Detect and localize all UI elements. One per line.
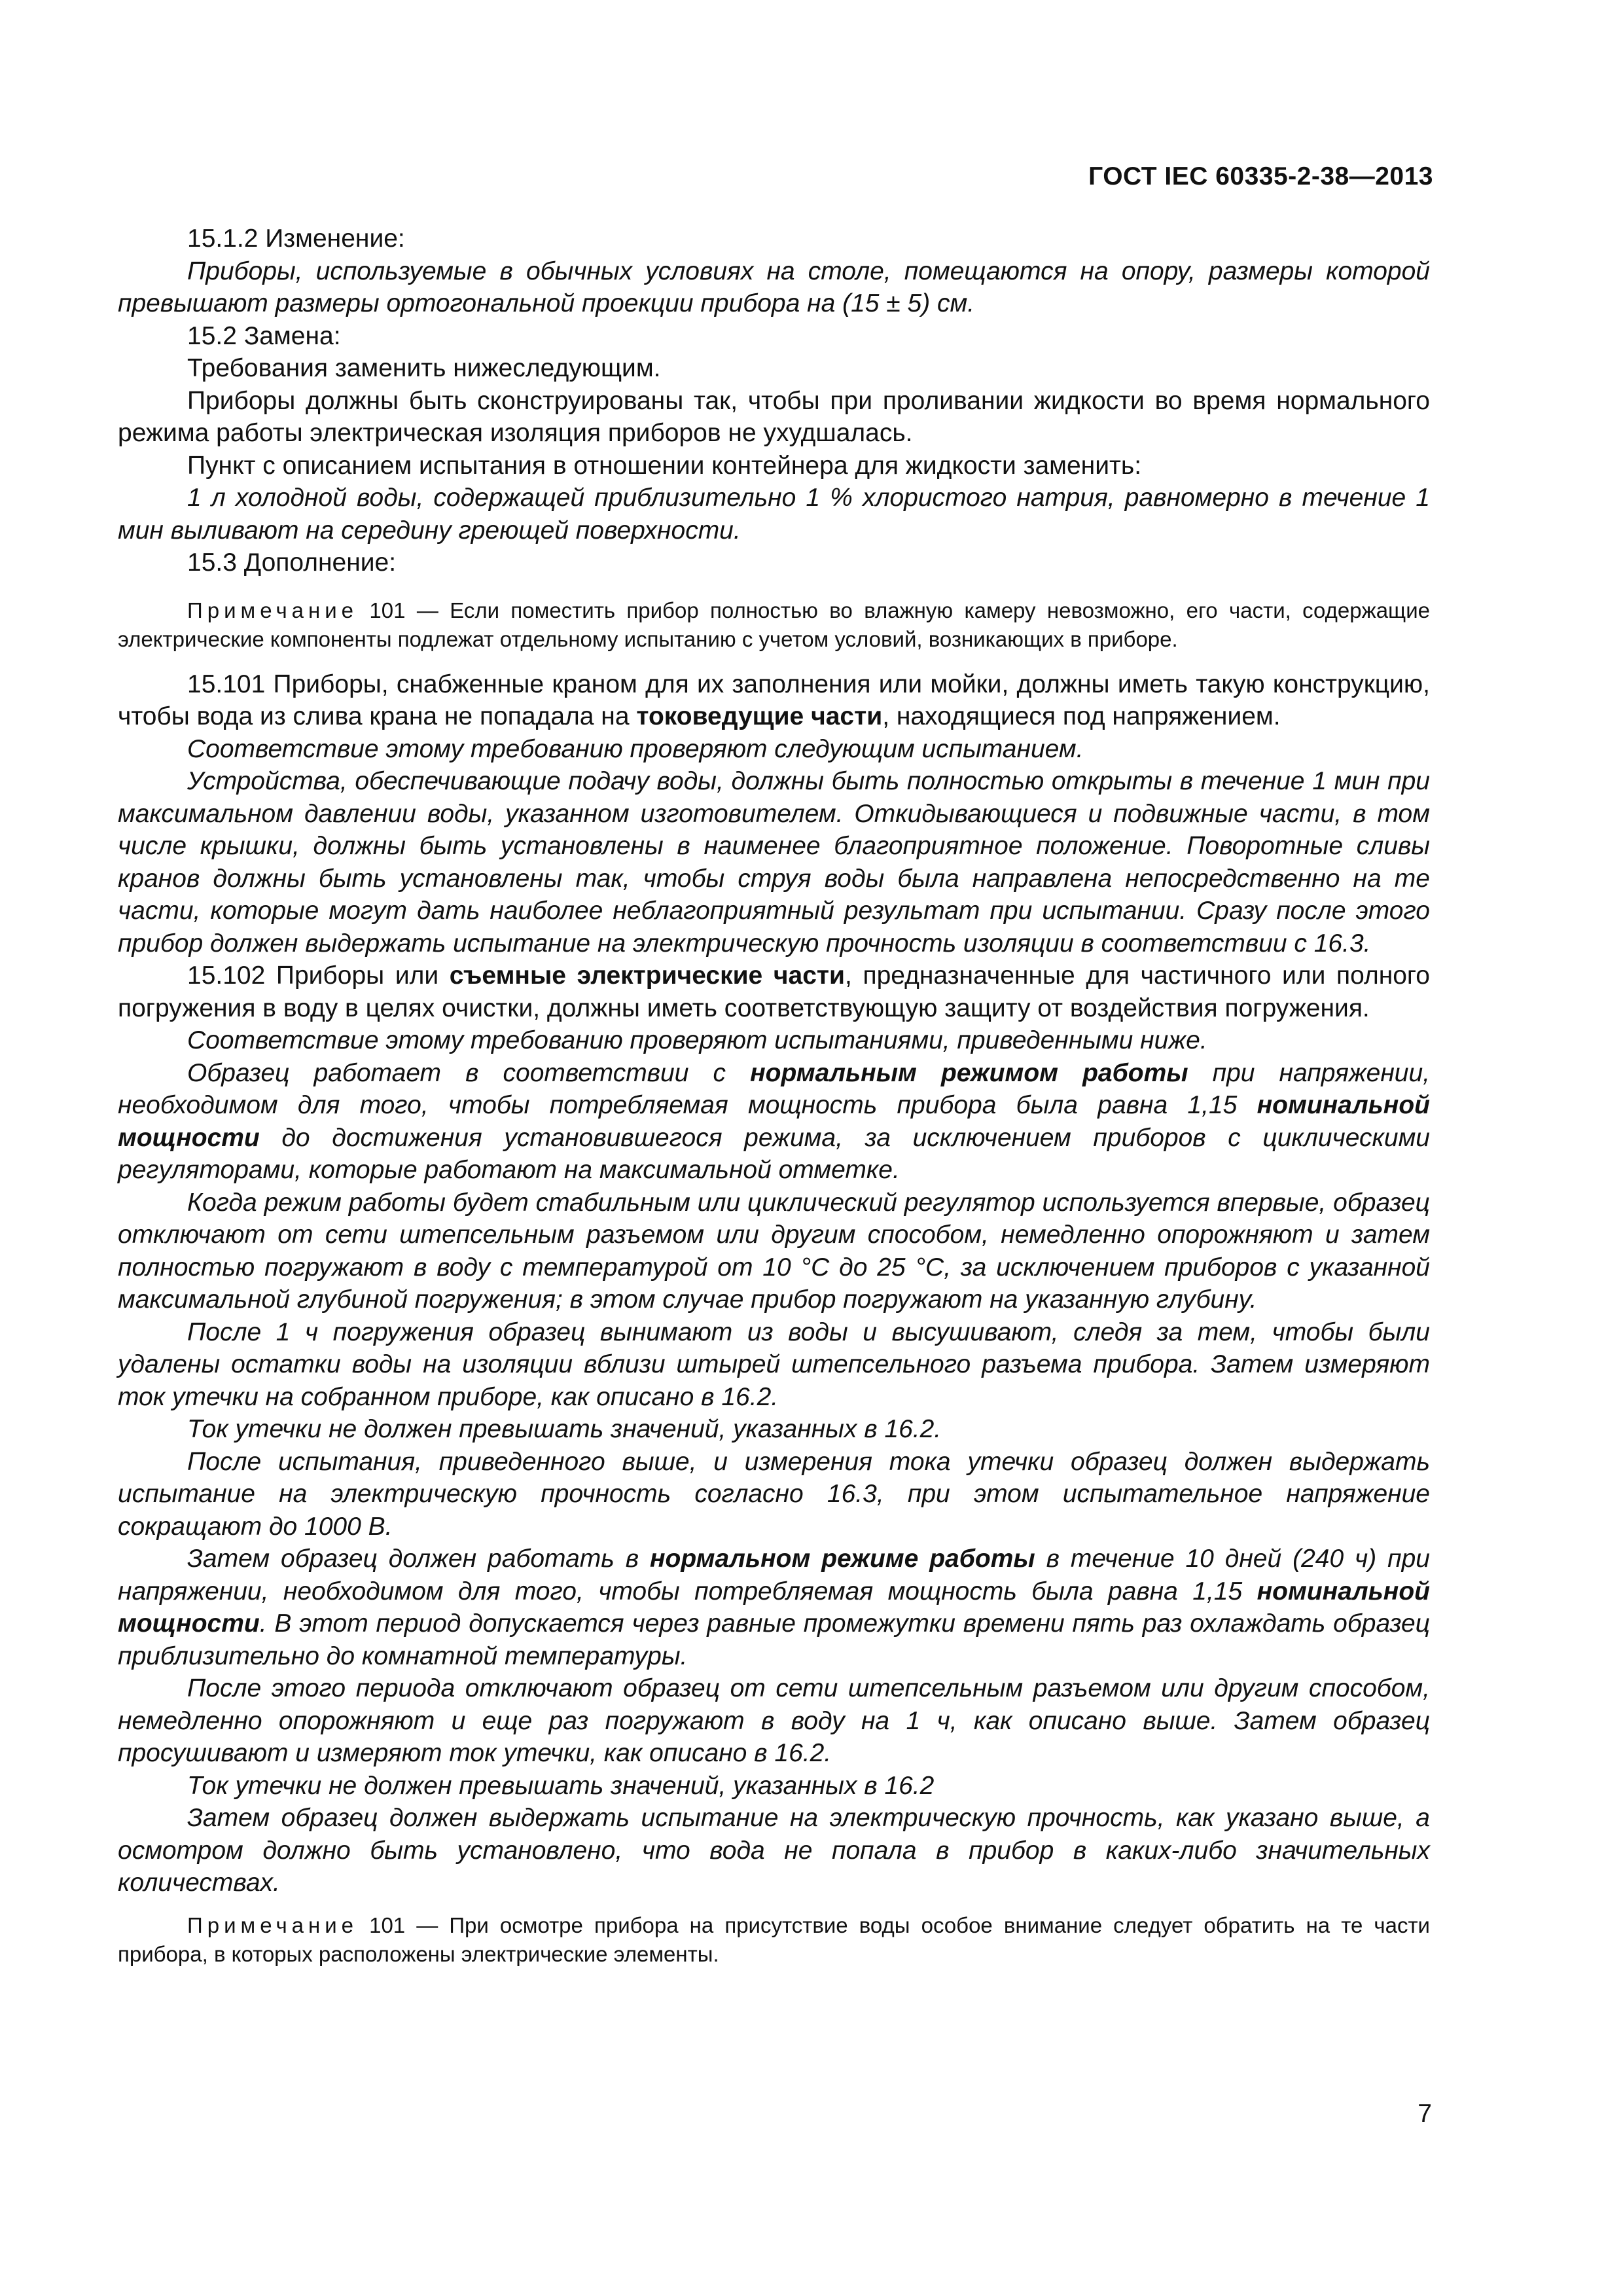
document-body (118, 223, 1430, 1969)
clause-15-2-test-text: 1 л холодной воды, содержащей приблизительно 1 % хлористого натрия, равномерно в течение 1 мин выливают на середину греющей поверхности. (118, 484, 1430, 545)
term-rated-power-2: номинальной мощности (118, 1577, 1430, 1638)
page-number: 7 (1418, 2100, 1432, 2128)
clause-15-2-requirement: Приборы должны быть сконструированы так, чтобы при проливании жидкости во время нормального режима работы электрическая изоляция приборов не ухудшалась. (118, 386, 1430, 447)
compliance-15-101: Соответствие этому требованию проверяют следующим испытанием. (187, 734, 1084, 763)
clause-15-2-intro: Требования заменить нижеследующим. (187, 354, 661, 382)
clause-15-102: 15.102 Приборы или съемные электрические части, предназначенные для частичного или полного погружения в воду в целях очистки, должны иметь соответствующую защиту от воздействия погружения. (118, 961, 1430, 1022)
clause-15-2-heading: 15.2 Замена: (187, 321, 341, 350)
clause-15-3-heading: 15.3 Дополнение: (187, 548, 397, 577)
term-normal-operation-2: нормальном режиме работы (649, 1545, 1035, 1573)
term-detachable-parts: съемные электрические части (449, 961, 845, 990)
test-15-102-leakage-limit-2: Ток утечки не должен превышать значений, указанных в 16.2 (187, 1771, 935, 1800)
test-15-101: Устройства, обеспечивающие подачу воды, должны быть полностью открыты в течение 1 мин при максимальном давлении воды, указанном изготовителем. Откидывающиеся и подвижные части, в том числе крышки, должны быть установлены в наименее благоприятное положение. Поворотные сливы кранов должны быть установлены так, чтобы струя воды была направлена непосредственно на те части, которые могут дать наиболее неблагоприятный результат при испытании. Сразу после этого прибор должен выдержать испытание на электрическую прочность изоляции в соответствии с 16.3. (118, 767, 1430, 958)
document-header: ГОСТ IEC 60335-2-38—2013 (1088, 162, 1433, 190)
clause-15-1-2-text: Приборы, используемые в обычных условиях на столе, помещаются на опору, размеры которой превышают размеры ортогональной проекции прибора на (15 ± 5) см. (118, 257, 1430, 317)
term-live-parts: токоведущие части (636, 702, 883, 730)
note-text: 101 — Если поместить прибор полностью во влажную камеру невозможно, его части, содержащие электрические компоненты подлежат отдельному испытанию с учетом условий, возникающих в приборе. (118, 598, 1430, 651)
note-text-2: 101 — При осмотре прибора на присутствие воды особое внимание следует обратить на те части прибора, в которых расположены электрические элементы. (118, 1912, 1430, 1966)
test-15-102-ten-days: Затем образец должен работать в нормальном режиме работы в течение 10 дней (240 ч) при напряжении, необходимом для того, чтобы потребляемая мощность была равна 1,15 номинальной мощности. В этот период допускается через равные промежутки времени пять раз охлаждать образец приблизительно до комнатной температуры. (118, 1545, 1430, 1670)
clause-15-1-2-heading: 15.1.2 Изменение: (187, 224, 405, 253)
test-15-102-electric-strength: После испытания, приведенного выше, и измерения тока утечки образец должен выдержать испытание на электрическую прочность согласно 16.3, при этом испытательное напряжение сокращают до 1000 В. (118, 1447, 1430, 1541)
test-15-102-leakage-limit: Ток утечки не должен превышать значений, указанных в 16.2. (187, 1415, 942, 1443)
test-15-102-final: Затем образец должен выдержать испытание на электрическую прочность, как указано выше, а осмотром должно быть установлено, что вода не попала в прибор в каких-либо значительных количествах. (118, 1804, 1430, 1897)
test-15-102-second-immersion: После этого периода отключают образец от сети штепсельным разъемом или другим способом, немедленно опорожняют и еще раз погружают в воду на 1 ч, как описано выше. Затем образец просушивают и измеряют ток утечки, как описано в 16.2. (118, 1674, 1430, 1767)
note-101-second (118, 1911, 1430, 1969)
note-label-2: Примечание (187, 1912, 359, 1937)
compliance-15-102: Соответствие этому требованию проверяют испытаниями, приведенными ниже. (187, 1026, 1207, 1054)
note-label: Примечание (187, 598, 359, 622)
clause-15-2-test-intro: Пункт с описанием испытания в отношении контейнера для жидкости заменить: (187, 451, 1142, 480)
test-15-102-drying: После 1 ч погружения образец вынимают из воды и высушивают, следя за тем, чтобы были удалены остатки воды на изоляции вблизи штырей штепсельного разъема прибора. Затем измеряют ток утечки на собранном приборе, как описано в 16.2. (118, 1318, 1430, 1411)
term-normal-operation: нормальным режимом работы (750, 1058, 1188, 1087)
term-rated-power: номинальной мощности (118, 1091, 1430, 1152)
test-15-102-immersion: Когда режим работы будет стабильным или циклический регулятор используется впервые, образец отключают от сети штепсельным разъемом или другим способом, немедленно опорожняют и затем полностью погружают в воду с температурой от 10 °С до 25 °С, за исключением приборов с указанной максимальной глубиной погружения; в этом случае прибор погружают на указанную глубину. (118, 1188, 1430, 1314)
test-15-102-operation: Образец работает в соответствии с нормальным режимом работы при напряжении, необходимом для того, чтобы потребляемая мощность прибора была равна 1,15 номинальной мощности до достижения установившегося режима, за исключением приборов с циклическими регуляторами, которые работают на максимальной отметке. (118, 1058, 1430, 1184)
note-101-first (118, 596, 1430, 654)
clause-15-101: 15.101 Приборы, снабженные краном для их заполнения или мойки, должны иметь такую конструкцию, чтобы вода из слива крана не попадала на токоведущие части, находящиеся под напряжением. (118, 670, 1430, 730)
